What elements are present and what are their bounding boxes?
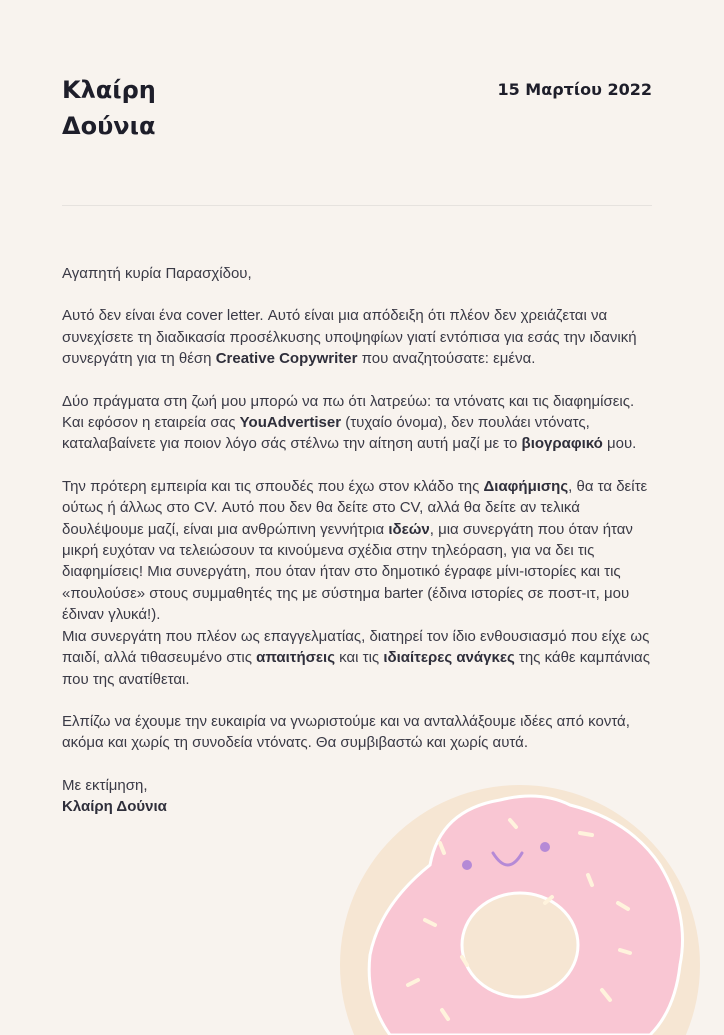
letter-date: 15 Μαρτίου 2022: [497, 80, 652, 99]
text: Αυτό δεν είναι ένα cover letter. Αυτό είναι μια απόδειξη ότι πλέον δεν χρειάζεται να συνεχίσετε τη διαδικασία προσέλκυσης υποψηφίων γιατί εντόπισα για εσάς την ιδανική συνεργάτη για τη θέση: [62, 307, 637, 368]
letter-body: [62, 263, 654, 818]
smiling-donut-icon: [330, 775, 724, 1035]
donut-right-eye: [540, 842, 550, 852]
emphasis: Creative Copywriter: [215, 350, 358, 368]
emphasis: απαιτήσεις: [256, 649, 336, 667]
text: και τις: [335, 649, 384, 667]
emphasis: ιδεών: [388, 520, 430, 538]
text: μου.: [602, 435, 637, 453]
paragraph-4: [62, 626, 654, 690]
greeting: Αγαπητή κυρία Παρασχίδου,: [62, 265, 252, 282]
text: της κάθε καμπάνιας που της ανατίθεται.: [62, 649, 650, 688]
text: , θα τα δείτε ούτως ή άλλως στο CV. Αυτό που δεν θα δείτε στο CV, αλλά θα δείτε αν τελικά δουλέψουμε μαζί, είναι μια ανθρώπινη γεννήτρια: [62, 477, 648, 538]
text: Μια συνεργάτη που πλέον ως επαγγελματίας, διατηρεί τον ίδιο ενθουσιασμό που είχε ως παιδί, αλλά τιθασευμένο στις: [62, 627, 650, 667]
donut-hole: [462, 893, 578, 997]
sender-first-name: Κλαίρη: [62, 76, 156, 104]
emphasis: ιδιαίτερες ανάγκες: [383, 649, 515, 667]
paragraph-2: [62, 391, 654, 455]
paragraph-1: [62, 305, 654, 369]
signoff: Με εκτίμηση,: [62, 776, 148, 794]
emphasis: βιογραφικό: [521, 435, 603, 453]
text: (τυχαίο όνομα), δεν πουλάει ντόνατς, καταλαβαίνετε για ποιον λόγο σάς στέλνω την αίτηση αυτή μαζί με το: [62, 414, 590, 453]
signature: Κλαίρη Δούνια: [62, 798, 167, 816]
donut-left-eye: [462, 860, 472, 870]
text: που αναζητούσατε: εμένα.: [357, 350, 536, 368]
sender-last-name: Δούνια: [62, 112, 156, 140]
text: Την πρότερη εμπειρία και τις σπουδές που έχω στον κλάδο της: [62, 477, 484, 495]
emphasis: YouAdvertiser: [239, 414, 342, 432]
paragraph-5: Ελπίζω να έχουμε την ευκαιρία να γνωριστούμε και να ανταλλάξουμε ιδέες από κοντά, ακόμα και χωρίς τη συνοδεία ντόνατς. Θα συμβιβαστώ και χωρίς αυτά.: [62, 712, 630, 752]
paragraph-3: [62, 476, 654, 626]
sender-name: [62, 72, 156, 144]
text: Δύο πράγματα στη ζωή μου μπορώ να πω ότι λατρεύω: τα ντόνατς και τις διαφημίσεις. Και εφόσον η εταιρεία σας: [62, 392, 635, 432]
emphasis: Διαφήμισης: [483, 477, 569, 495]
header-divider: [62, 205, 652, 206]
text: , μια συνεργάτη που όταν ήταν μικρή ευχόταν να τελειώσουν τα κινούμενα σχέδια στην τηλεόραση, για να δει τις διαφημίσεις! Μια συνεργάτη, που όταν ήταν στο δημοτικό έγραφε μίνι-ιστορίες και τις «πουλούσε» στους συμμαθητές της με σύστημα barter (έδινα ιστορίες σε ποστ-ιτ, μου έδιναν γλυκά!).: [62, 520, 633, 624]
